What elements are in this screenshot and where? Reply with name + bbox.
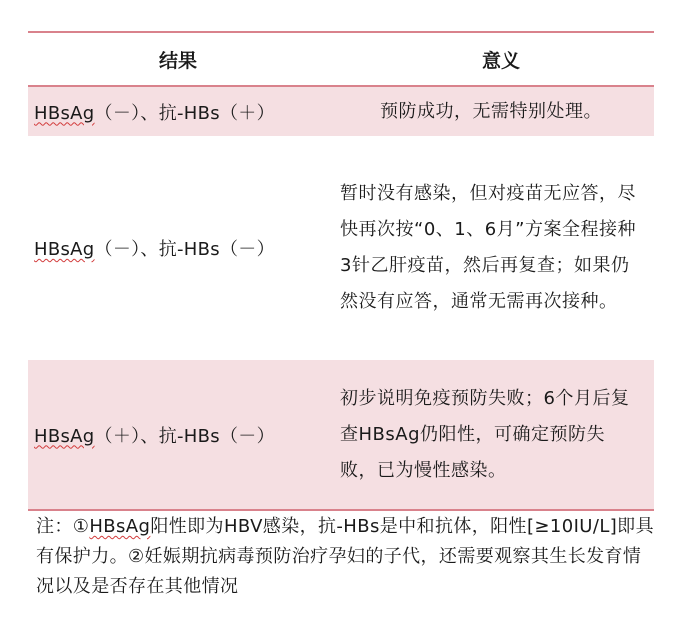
hbsag-term: HBsAg xyxy=(34,102,95,124)
footnote xyxy=(36,512,658,602)
result-text: （－）、抗-HBs（－） xyxy=(94,239,275,260)
hbv-result-table-container xyxy=(28,31,654,511)
table-row xyxy=(28,86,654,136)
result-cell xyxy=(28,136,328,360)
footnote-text: 阳性即为HBV感染，抗-HBs是中和抗体，阳性[≥10IU/L]即具有保护力。②妊娠期抗病毒预防治疗孕妇的子代，还需要观察其生长发育情况以及是否存在其他情况 xyxy=(36,516,654,597)
footnote-term: HBsAg xyxy=(89,516,151,537)
meaning-cell: 暂时没有感染，但对疫苗无应答，尽快再次按“0、1、6月”方案全程接种3针乙肝疫苗，然后再复查；如果仍然没有应答，通常无需再次接种。 xyxy=(340,183,637,312)
hbv-result-table xyxy=(28,31,654,511)
meaning-cell: 预防成功，无需特别处理。 xyxy=(328,86,654,136)
hbsag-term: HBsAg xyxy=(34,425,95,447)
header-result: 结果 xyxy=(158,49,197,72)
hbsag-term: HBsAg xyxy=(34,239,95,260)
table-header-row xyxy=(28,32,654,86)
table-row xyxy=(28,136,654,360)
result-cell xyxy=(28,360,328,510)
table-row xyxy=(28,360,654,510)
meaning-cell: 初步说明免疫预防失败；6个月后复查HBsAg仍阳性，可确定预防失败，已为慢性感染。 xyxy=(328,360,654,510)
result-text: （＋）、抗-HBs（－） xyxy=(94,425,275,447)
footnote-prefix: 注：① xyxy=(36,516,90,537)
header-meaning: 意义 xyxy=(481,49,520,72)
result-text: （－）、抗-HBs（＋） xyxy=(94,102,275,124)
result-cell xyxy=(28,86,328,136)
